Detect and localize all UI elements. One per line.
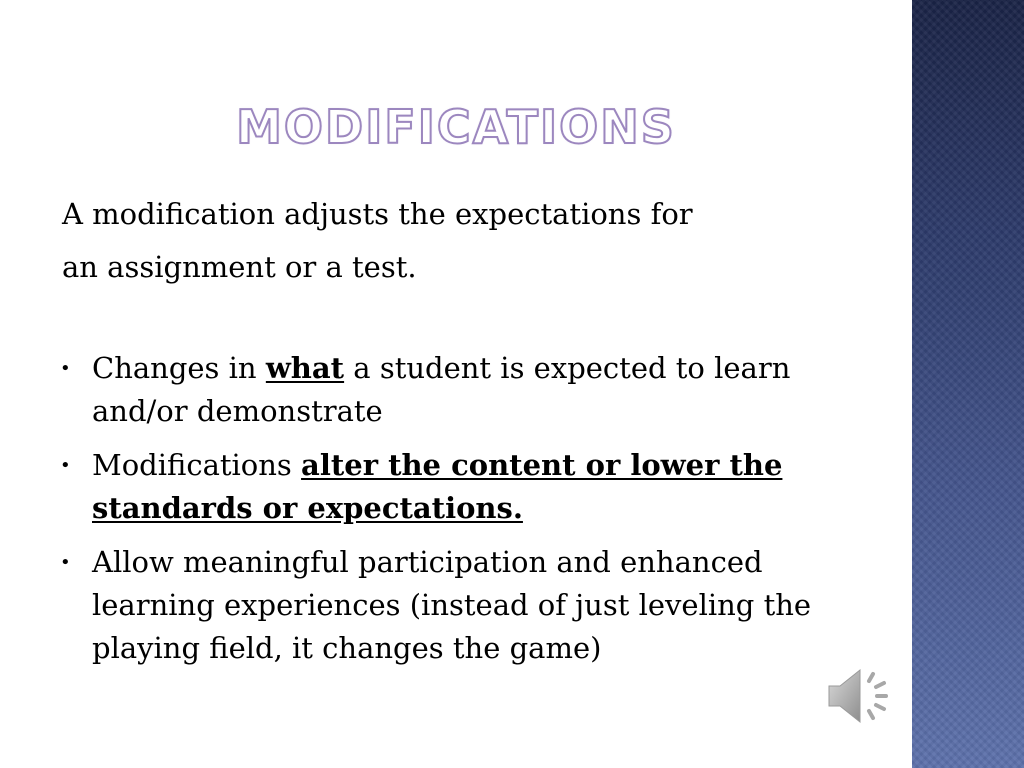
bullet-marker: • bbox=[60, 455, 71, 476]
bullet-text-pre: Allow meaningful participation and enhanced learning experiences (instead of just leveling the playing field, it changes the game) bbox=[92, 545, 812, 665]
bullet-marker: • bbox=[60, 552, 71, 573]
bullet-item bbox=[60, 541, 880, 670]
bullet-emphasis: what bbox=[265, 351, 345, 385]
intro-paragraph bbox=[62, 188, 882, 294]
speaker-icon bbox=[826, 664, 896, 728]
intro-line-1: A modification adjusts the expectations for bbox=[62, 197, 693, 231]
slide-title: MODIFICATIONS bbox=[236, 100, 676, 154]
bullet-text-pre: Modifications bbox=[92, 448, 302, 482]
bullet-list bbox=[60, 347, 880, 681]
audio-play-button[interactable] bbox=[826, 664, 896, 728]
bullet-marker: • bbox=[60, 358, 71, 379]
intro-line-2: an assignment or a test. bbox=[62, 250, 417, 284]
bullet-text-pre: Changes in bbox=[92, 351, 266, 385]
decorative-side-panel bbox=[912, 0, 1024, 768]
bullet-item bbox=[60, 347, 880, 433]
bullet-emphasis: alter the content or lower the standards or expectations. bbox=[92, 448, 783, 525]
bullet-item bbox=[60, 444, 880, 530]
bullet-text-post: a student is expected to learn and/or demonstrate bbox=[92, 351, 791, 428]
